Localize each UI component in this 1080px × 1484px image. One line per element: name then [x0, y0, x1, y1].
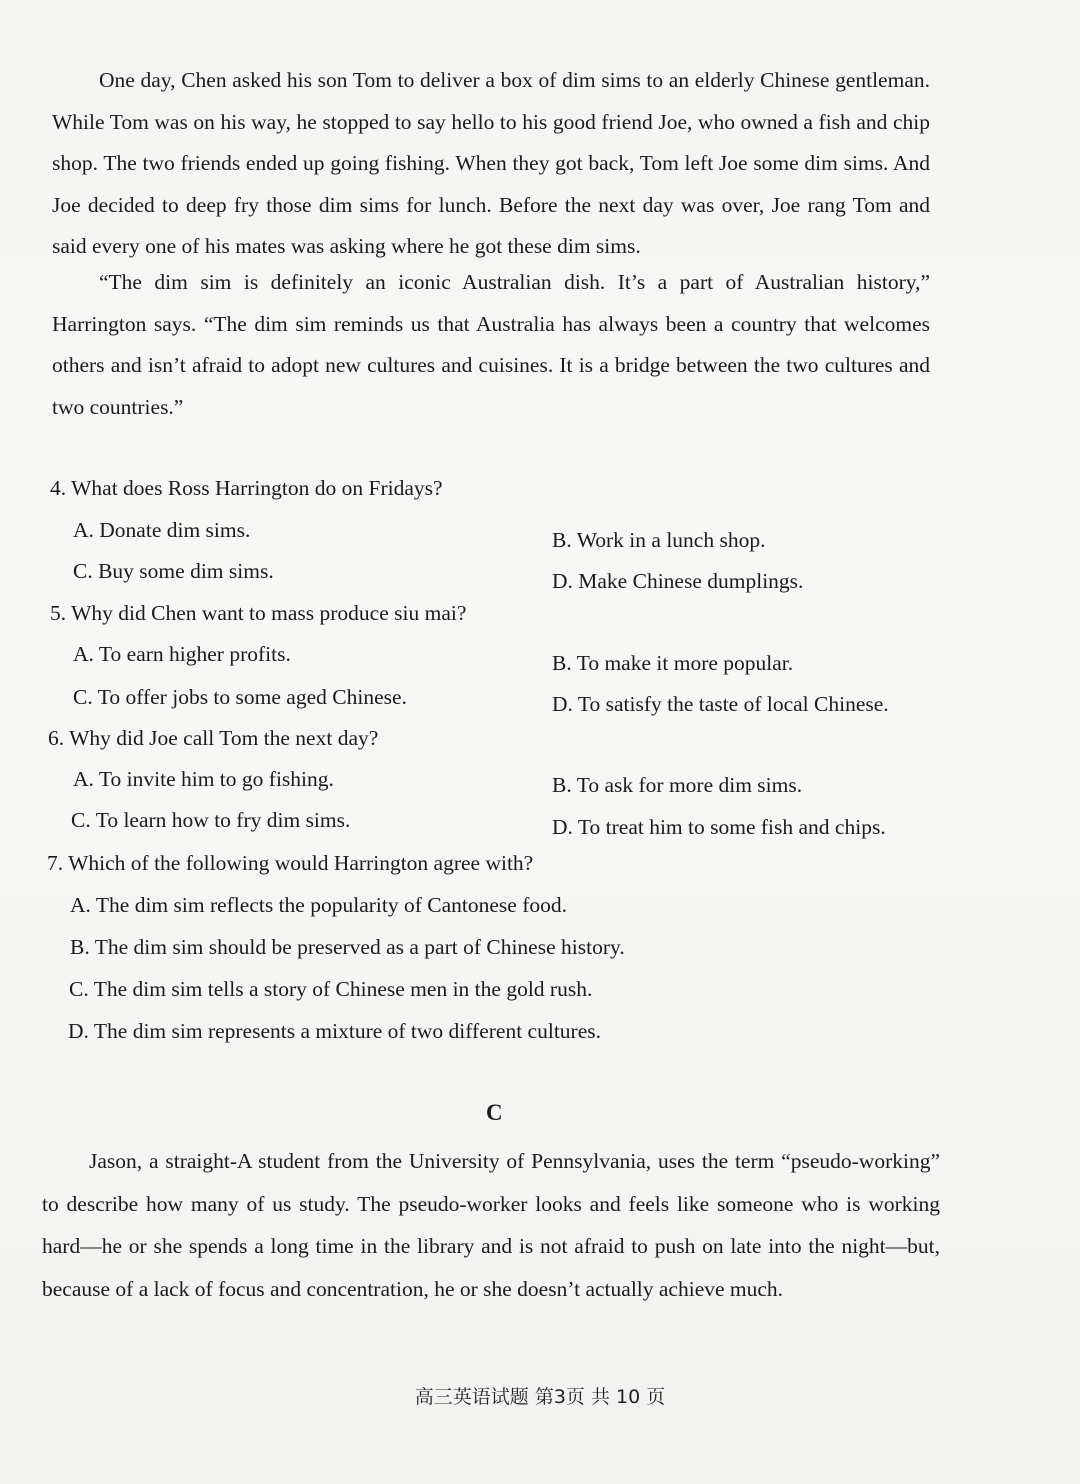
section-c-heading: C	[486, 1100, 503, 1125]
question-5-option-b: B. To make it more popular.	[552, 651, 794, 675]
question-6-option-b: B. To ask for more dim sims.	[552, 773, 803, 797]
question-7-option-b: B. The dim sim should be preserved as a part of Chinese history.	[70, 935, 625, 959]
question-6-option-d: D. To treat him to some fish and chips.	[552, 815, 886, 839]
question-7-option-d: D. The dim sim represents a mixture of two different cultures.	[68, 1019, 601, 1043]
question-4-stem: 4. What does Ross Harrington do on Fridays?	[50, 476, 443, 500]
question-7-option-a: A. The dim sim reflects the popularity of Cantonese food.	[70, 893, 567, 917]
question-5-option-c: C. To offer jobs to some aged Chinese.	[73, 685, 407, 709]
question-4-option-c: C. Buy some dim sims.	[73, 559, 274, 583]
page-footer: 高三英语试题 第3页 共 10 页	[414, 1386, 666, 1408]
question-6-option-c: C. To learn how to fry dim sims.	[71, 808, 351, 832]
question-5-option-a: A. To earn higher profits.	[73, 642, 291, 666]
question-7-option-c: C. The dim sim tells a story of Chinese men in the gold rush.	[69, 977, 593, 1001]
passage-b-paragraph-1: One day, Chen asked his son Tom to deliver a box of dim sims to an elderly Chinese gentleman. While Tom was on his way, he stopped to say hello to his good friend Joe, who owned a fish and chip shop. The two friends ended up going fishing. When they got back, Tom left Joe some dim sims. And Joe decided to deep fry those dim sims for lunch. Before the next day was over, Joe rang Tom and said every one of his mates was asking where he got these dim sims.	[52, 68, 930, 258]
question-4-option-d: D. Make Chinese dumplings.	[552, 569, 804, 593]
question-7-stem: 7. Which of the following would Harrington agree with?	[47, 851, 534, 875]
question-6-option-a: A. To invite him to go fishing.	[73, 767, 334, 791]
question-6-stem: 6. Why did Joe call Tom the next day?	[48, 726, 379, 750]
question-5-stem: 5. Why did Chen want to mass produce siu mai?	[50, 601, 467, 625]
question-4-option-a: A. Donate dim sims.	[73, 518, 251, 542]
passage-b-paragraph-2: “The dim sim is definitely an iconic Australian dish. It’s a part of Australian history,” Harrington says. “The dim sim reminds us that Australia has always been a country that welcomes others and isn’t afraid to adopt new cultures and cuisines. It is a bridge between the two cultures and two countries.”	[52, 270, 930, 419]
section-c-paragraph-1: Jason, a straight-A student from the University of Pennsylvania, uses the term “pseudo-working” to describe how many of us study. The pseudo-worker looks and feels like someone who is working hard—he or she spends a long time in the library and is not afraid to push on late into the night—but, because of a lack of focus and concentration, he or she doesn’t actually achieve much.	[42, 1149, 940, 1301]
question-4-option-b: B. Work in a lunch shop.	[552, 528, 766, 552]
question-5-option-d: D. To satisfy the taste of local Chinese.	[552, 692, 889, 716]
